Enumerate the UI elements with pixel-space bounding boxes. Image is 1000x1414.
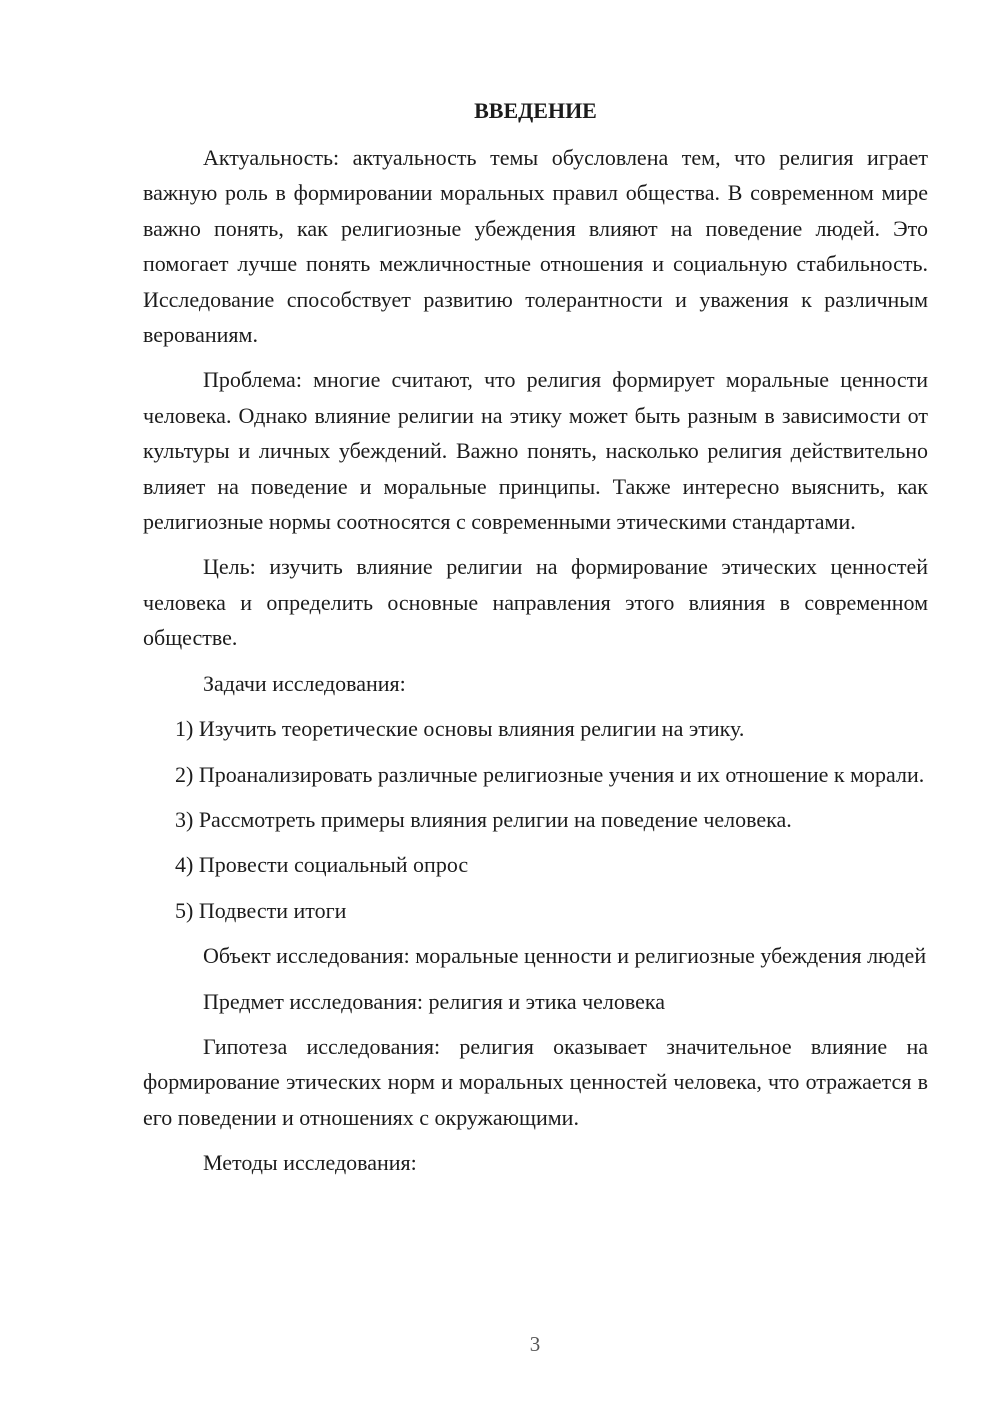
goal-paragraph: Цель: изучить влияние религии на формирование этических ценностей человека и определить основные направления этого влияния в современном обществе. — [143, 554, 928, 651]
subject-paragraph: Предмет исследования: религия и этика человека — [203, 988, 666, 1014]
problem-paragraph: Проблема: многие считают, что религия формирует моральные ценности человека. Однако влияние религии на этику может быть разным в зависимости от культуры и личных убеждений. Важно понять, насколько религия действительно влияет на поведение и моральные принципы. Также интересно выяснить, как религиозные нормы соотносятся с современными этическими стандартами. — [143, 367, 928, 535]
methods-heading: Методы исследования: — [203, 1150, 417, 1176]
task-item-5: 5) Подвести итоги — [175, 897, 347, 923]
tasks-heading: Задачи исследования: — [203, 670, 406, 696]
task-item-3: 3) Рассмотреть примеры влияния религии на поведение человека. — [175, 806, 792, 832]
page-body — [143, 96, 928, 1191]
page-title: ВВЕДЕНИЕ — [474, 98, 597, 123]
hypothesis-paragraph: Гипотеза исследования: религия оказывает значительное влияние на формирование этических норм и моральных ценностей человека, что отражается в его поведении и отношениях с окружающими. — [143, 1033, 928, 1130]
object-paragraph: Объект исследования: моральные ценности и религиозные убеждения людей — [203, 943, 927, 969]
task-item-1: 1) Изучить теоретические основы влияния религии на этику. — [175, 716, 745, 742]
relevance-paragraph: Актуальность: актуальность темы обусловлена тем, что религия играет важную роль в формировании моральных правил общества. В современном мире важно понять, как религиозные убеждения влияют на поведение людей. Это помогает лучше понять межличностные отношения и социальную стабильность. Исследование способствует развитию толерантности и уважения к различным верованиям. — [143, 145, 928, 348]
task-item-4: 4) Провести социальный опрос — [175, 852, 469, 878]
page-number: 3 — [529, 1332, 541, 1356]
task-item-2: 2) Проанализировать различные религиозные учения и их отношение к морали. — [175, 761, 925, 787]
